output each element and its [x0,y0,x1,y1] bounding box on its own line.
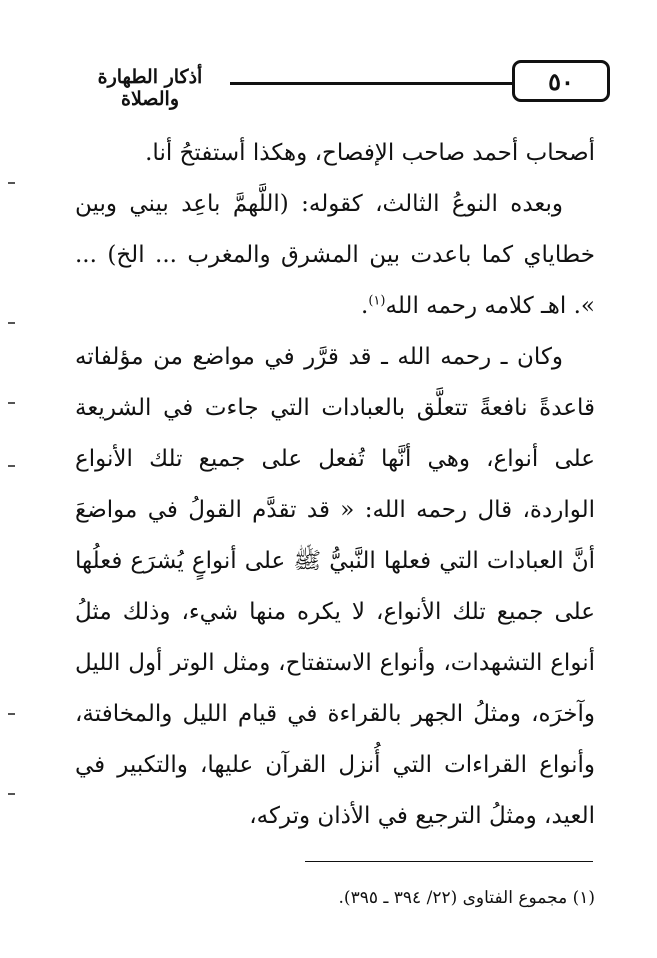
scan-edge-mark [8,322,15,324]
footnote-rule [305,861,593,862]
paragraph-3: وكان ـ رحمه الله ـ قد قرَّر في مواضع من مؤلفاته قاعدةً نافعةً تتعلَّق بالعبادات التي جاءت في الشريعة على أنواع، وهي أنَّها تُفعل على جميع تلك الأنواع الواردة، قال رحمه الله: « قد تقدَّم القولُ في مواضعَ أنَّ العبادات التي فعلها النَّبيُّ ﷺ على أنواعٍ يُشرَع فعلُها على جميع تلك الأنواع، لا يكره منها شيء، وذلك مثلُ أنواع التشهدات، وأنواع الاستفتاح، ومثل الوتر أول الليل وآخرَه، ومثلُ الجهر بالقراءة في قيام الليل والمخافتة، وأنواع القراءات التي أُنزل القرآن عليها، والتكبير في العيد، ومثلُ الترجيع في الأذان وتركه، [75,344,595,829]
paragraph-2 [75,179,595,332]
footnote: (١) مجموع الفتاوى (٢٢/ ٣٩٤ ـ ٣٩٥). [338,888,595,908]
header-rule [230,82,513,85]
main-text [75,128,595,842]
paragraph-2-end: . [361,293,369,319]
scan-edge-mark [8,402,15,404]
scan-edge-mark [8,793,15,795]
running-title: أذكار الطهارة والصلاة [97,66,203,110]
page-number: ٥٠ [512,60,610,102]
paragraph-2-text: وبعده النوعُ الثالث، كقوله: (اللَّهمَّ باعِد بيني وبين خطاياي كما باعدت بين المشرق والمغرب ... الخ) ... ». اهـ كلامه رحمه الله [75,191,595,319]
paragraph-1: أصحاب أحمد صاحب الإفصاح، وهكذا أستفتحُ أنا. [145,140,595,166]
page-header [70,58,600,108]
scan-edge-mark [8,182,15,184]
scan-edge-mark [8,465,15,467]
footnote-reference: (١) [368,293,386,309]
scan-edge-mark [8,713,15,715]
